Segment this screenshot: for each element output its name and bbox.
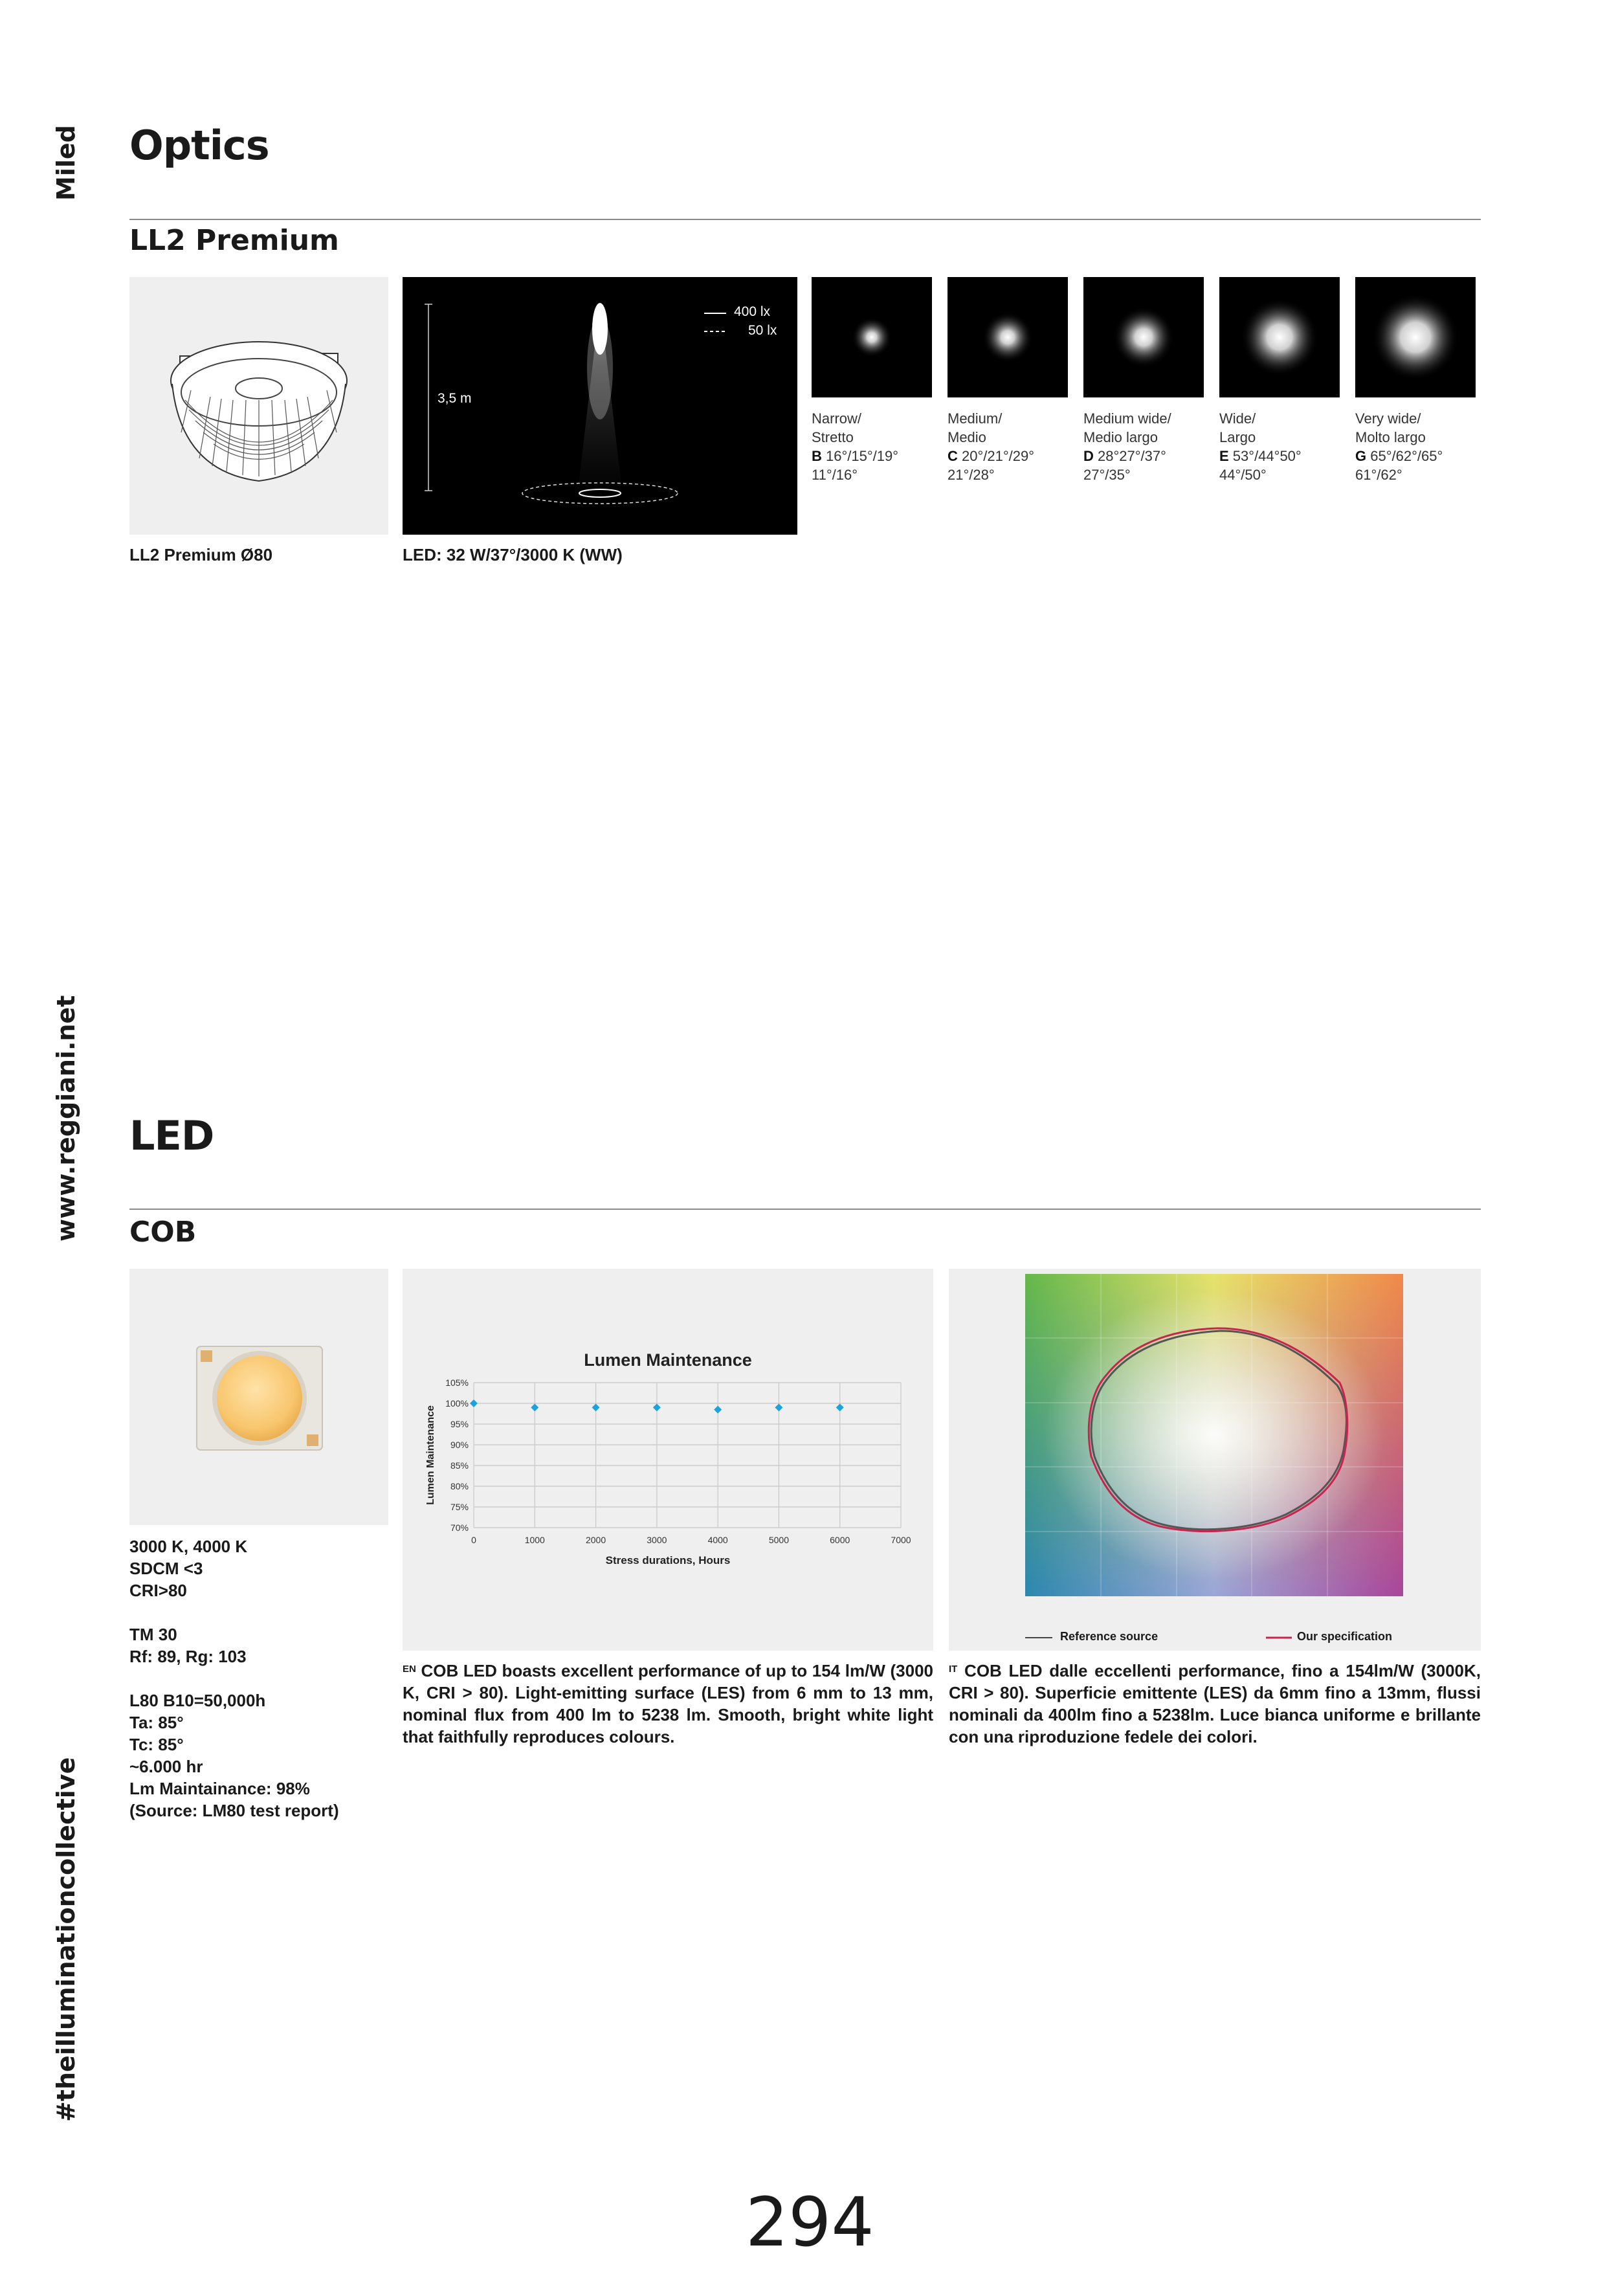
description-en-text: COB LED boasts excellent performance of up to 154 lm/W (3000 K, CRI > 80). Light-emitting surface (LES) from 6 mm to 13 mm, nominal flux from 400 lm to 5238 lm. Smooth, bright white light that faithfully reproduces colours. <box>403 1661 933 1746</box>
hashtag-side-label: #theilluminationcollective <box>52 1757 80 2122</box>
lang-tag-en: EN <box>403 1664 416 1675</box>
x-tick-label: 3000 <box>647 1535 667 1545</box>
optics-rule <box>129 219 1481 220</box>
spec-line: ~6.000 hr <box>129 1757 203 1776</box>
beam-name-it: Stretto <box>812 429 854 445</box>
beam-angles-2: 61°/62° <box>1355 467 1402 483</box>
x-tick-label: 5000 <box>768 1535 790 1545</box>
beam-name: Medium wide/ <box>1083 410 1171 427</box>
website-side-label: www.reggiani.net <box>52 995 80 1242</box>
y-tick-label: 75% <box>450 1502 469 1512</box>
beam-label-b <box>812 409 945 484</box>
y-tick-label: 105% <box>445 1377 469 1388</box>
page-number: 294 <box>746 2183 874 2262</box>
beam-name: Narrow/ <box>812 410 862 427</box>
chart-title: Lumen Maintenance <box>584 1350 752 1370</box>
beam-angles-2: 44°/50° <box>1219 467 1267 483</box>
description-it-text: COB LED dalle eccellenti performance, fino a 154lm/W (3000K, CRI > 80). Superficie emittente (LES) da 6mm fino a 13mm, flussi nominali da 400lm fino a 5238lm. Luce bianca uniforme e brillante con una riproduzione fedele dei colori. <box>949 1661 1481 1746</box>
beam-code: C <box>948 448 958 464</box>
beam-code: G <box>1355 448 1367 464</box>
data-point <box>531 1403 538 1411</box>
beam-angles-2: 21°/28° <box>948 467 995 483</box>
lumen-chart-panel <box>403 1269 933 1651</box>
cob-image <box>129 1269 388 1525</box>
legend-reference: Reference source <box>1060 1630 1158 1643</box>
spec-line: Ta: 85° <box>129 1713 184 1732</box>
y-axis-label: Lumen Maintenance <box>425 1405 436 1505</box>
spec-line: Rf: 89, Rg: 103 <box>129 1647 247 1666</box>
beam-code: D <box>1083 448 1094 464</box>
legend-400lx: 400 lx <box>734 304 771 319</box>
x-tick-label: 1000 <box>524 1535 545 1545</box>
beam-code: E <box>1219 448 1229 464</box>
color-chart-panel <box>949 1269 1481 1651</box>
beam-thumbnail-d <box>1083 277 1204 397</box>
beam-angles: 28°27°/37° <box>1093 448 1166 464</box>
data-point <box>836 1403 844 1411</box>
y-tick-label: 100% <box>445 1398 469 1409</box>
y-tick-label: 70% <box>450 1522 469 1533</box>
beam-name-it: Medio largo <box>1083 429 1158 445</box>
spec-line <box>129 1601 339 1623</box>
beam-thumbnail-e <box>1219 277 1340 397</box>
spec-line: L80 B10=50,000h <box>129 1691 266 1710</box>
data-point <box>470 1399 478 1407</box>
beam-label-c <box>948 409 1081 484</box>
product-caption: LL2 Premium Ø80 <box>129 545 273 564</box>
beam-label-e <box>1219 409 1353 484</box>
optics-title: Optics <box>129 122 269 169</box>
beam-thumbnail-g <box>1355 277 1476 397</box>
legend-50lx: 50 lx <box>748 323 777 338</box>
beam-name-it: Largo <box>1219 429 1256 445</box>
beam-angles-2: 11°/16° <box>812 467 858 483</box>
x-tick-label: 7000 <box>891 1535 911 1545</box>
beam-thumbnail-c <box>948 277 1068 397</box>
beam-angles: 65°/62°/65° <box>1366 448 1443 464</box>
spec-line: SDCM <3 <box>129 1559 203 1578</box>
data-point <box>592 1403 600 1411</box>
led-rule <box>129 1209 1481 1210</box>
spec-line: Lm Maintainance: 98% <box>129 1779 310 1798</box>
led-title: LED <box>129 1112 214 1159</box>
data-point <box>775 1403 782 1411</box>
beam-angles: 20°/21°/29° <box>957 448 1035 464</box>
brand-side-label: Miled <box>52 125 80 201</box>
beam-name: Medium/ <box>948 410 1003 427</box>
spec-line <box>129 1667 339 1689</box>
led-caption: LED: 32 W/37°/3000 K (WW) <box>403 545 623 564</box>
beam-label-d <box>1083 409 1217 484</box>
data-point <box>653 1403 661 1411</box>
spec-line: TM 30 <box>129 1625 177 1644</box>
lumen-maintenance-chart <box>403 1269 933 1651</box>
spec-line: (Source: LM80 test report) <box>129 1801 339 1820</box>
y-tick-label: 90% <box>450 1440 469 1450</box>
beam-name: Very wide/ <box>1355 410 1421 427</box>
description-en <box>403 1660 933 1748</box>
led-spec-list <box>129 1535 339 1822</box>
y-tick-label: 95% <box>450 1419 469 1429</box>
y-tick-label: 85% <box>450 1460 469 1471</box>
spec-line: 3000 K, 4000 K <box>129 1537 248 1556</box>
x-tick-label: 0 <box>471 1535 476 1545</box>
y-tick-label: 80% <box>450 1481 469 1491</box>
x-tick-label: 6000 <box>830 1535 850 1545</box>
color-space-chart <box>949 1269 1481 1651</box>
beam-diagram <box>403 277 797 535</box>
lang-tag-it: IT <box>949 1664 958 1675</box>
data-point <box>714 1406 722 1414</box>
beam-name-it: Molto largo <box>1355 429 1426 445</box>
beam-name: Wide/ <box>1219 410 1256 427</box>
beam-code: B <box>812 448 822 464</box>
reflector-image <box>129 277 388 535</box>
beam-angles: 16°/15°/19° <box>821 448 899 464</box>
beam-name-it: Medio <box>948 429 986 445</box>
x-axis-label: Stress durations, Hours <box>605 1554 731 1566</box>
spec-line: Tc: 85° <box>129 1735 184 1754</box>
reflector-image-panel <box>129 277 388 535</box>
beam-angles: 53°/44°50° <box>1228 448 1302 464</box>
beam-thumbnail-b <box>812 277 932 397</box>
beam-angles-2: 27°/35° <box>1083 467 1131 483</box>
beam-label-g <box>1355 409 1489 484</box>
optics-subtitle: LL2 Premium <box>129 224 339 257</box>
distance-label: 3,5 m <box>438 391 472 406</box>
spec-line: CRI>80 <box>129 1581 187 1600</box>
x-tick-label: 4000 <box>707 1535 728 1545</box>
x-tick-label: 2000 <box>585 1535 606 1545</box>
cob-image-panel <box>129 1269 388 1525</box>
legend-our-spec: Our specification <box>1297 1630 1393 1643</box>
description-it <box>949 1660 1481 1748</box>
led-subtitle: COB <box>129 1216 197 1249</box>
